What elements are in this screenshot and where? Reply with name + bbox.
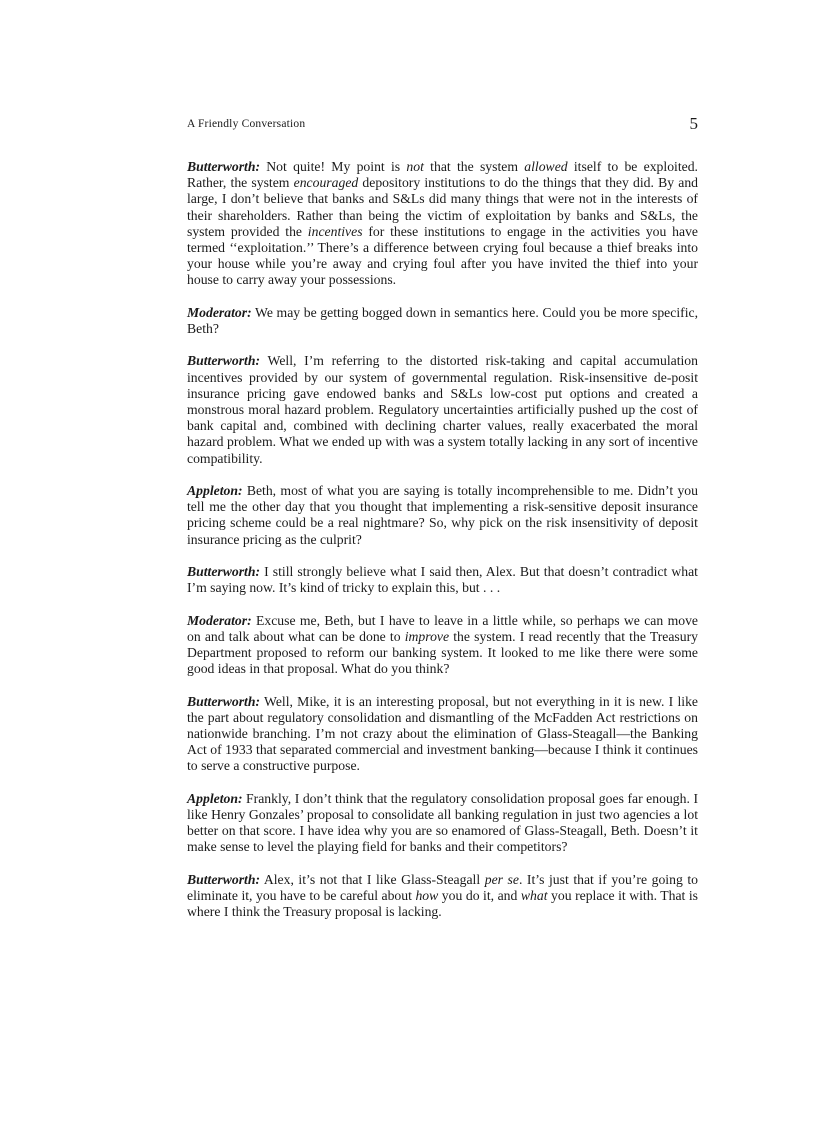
speech-text: We may be getting bogged down in semantics here. Could you be more specific, Beth? xyxy=(187,304,698,337)
speech-text: Beth, most of what you are saying is totally incomprehensible to me. Didn’t you tell me the other day that you thought that implementing a risk-sensitive deposit insurance pricing scheme could be a real nightmare? So, why pick on the risk insensitivity of deposit insurance pricing as the culprit? xyxy=(187,483,698,547)
speech-text: for these institutions to engage in the activities you have termed ‘‘exploitation.’’ There’s a difference between crying foul because a thief breaks into your house while you’re away and crying foul after you have invited the thief into your house to carry away your possessions. xyxy=(187,223,698,288)
speaker-name: Butterworth: xyxy=(187,159,261,174)
dialogue-paragraph xyxy=(187,872,698,921)
speech-text: Well, Mike, it is an interesting proposal, but not everything in it is new. I like the part about regulatory consolidation and dismantling of the McFadden Act restrictions on nationwide branching. I’m not crazy about the elimination of Glass-Steagall—the Banking Act of 1933 that separated commercial and investment banking—because I think it continues to serve a constructive purpose. xyxy=(187,693,698,774)
dialogue-paragraph xyxy=(187,305,698,337)
emphasized-text: incentives xyxy=(307,223,363,239)
dialogue-paragraph xyxy=(187,483,698,548)
dialogue-paragraph xyxy=(187,564,698,596)
speech-text: Alex, it’s not that I like Glass-Steagall xyxy=(260,871,485,887)
dialogue-paragraph xyxy=(187,613,698,678)
speaker-name: Moderator: xyxy=(187,304,252,320)
emphasized-text: not xyxy=(406,159,424,174)
speech-text: the system. I read recently that the Treasury Department proposed to reform our banking system. It looked to me like there were some good ideas in that proposal. What do you think? xyxy=(187,628,698,677)
running-title: A Friendly Conversation xyxy=(187,118,306,130)
speaker-name: Appleton: xyxy=(187,790,243,806)
speech-text: Well, I’m referring to the distorted risk-taking and capital accumulation incentives provided by our system of governmental regulation. Risk-insensitive de-posit insurance pricing gave endowed banks and S&Ls low-cost put options and created a monstrous moral hazard problem. Regulatory uncertainties artificially pushed up the cost of bank capital and, combined with declining charter values, really exacerbated the moral hazard problem. What we ended up with was a system totally lacking in any sort of incentive compatibility. xyxy=(187,353,698,466)
speaker-name: Butterworth: xyxy=(187,353,261,369)
dialogue-paragraph xyxy=(187,353,698,466)
speaker-name: Butterworth: xyxy=(187,564,261,580)
emphasized-text: encouraged xyxy=(293,175,359,191)
running-head xyxy=(187,114,698,137)
speech-text: Frankly, I don’t think that the regulatory consolidation proposal goes far enough. I like Henry Gonzales’ proposal to consolidate all banking regulation in just two agencies a lot better on that score. I have idea why you are so enamored of Glass-Steagall, Beth. Doesn’t it make sense to level the playing field for banks and their competitors? xyxy=(187,790,698,855)
dialogue-paragraph xyxy=(187,694,698,775)
emphasized-text: per se xyxy=(484,871,519,887)
speaker-name: Butterworth: xyxy=(187,693,261,709)
emphasized-text: improve xyxy=(404,628,450,644)
speech-text: Not quite! My point is xyxy=(260,159,407,174)
dialogue-paragraph xyxy=(187,159,698,289)
speaker-name: Appleton: xyxy=(187,483,243,499)
speaker-name: Moderator: xyxy=(187,612,252,628)
emphasized-text: allowed xyxy=(524,159,568,174)
speech-text: . It’s just that if you’re going to eliminate it, you have to be careful about xyxy=(187,871,699,904)
speech-text: I still strongly believe what I said then, Alex. But that doesn’t contradict what I’m saying now. It’s kind of tricky to explain this, but . . . xyxy=(187,564,698,596)
dialogue-body xyxy=(187,159,698,937)
speech-text: that the system xyxy=(423,159,525,174)
speaker-name: Butterworth: xyxy=(187,871,261,887)
speech-text: Excuse me, Beth, but I have to leave in a little while, so perhaps we can move on and talk about what can be done to xyxy=(187,612,698,644)
speech-text: itself to be exploited. Rather, the system xyxy=(187,159,698,191)
emphasized-text: what xyxy=(520,888,548,904)
speech-text: you do it, and xyxy=(438,888,521,904)
emphasized-text: how xyxy=(415,888,439,904)
speech-text: depository institutions to do the things that they did. By and large, I don’t believe that banks and S&Ls did many things that were not in the interests of their shareholders. Rather than being the victim of exploitation by banks and S&Ls, the system provided the xyxy=(187,175,699,239)
page-number: 5 xyxy=(689,114,698,133)
dialogue-paragraph xyxy=(187,791,698,856)
speech-text: you replace it with. That is where I think the Treasury proposal is lacking. xyxy=(187,888,698,920)
